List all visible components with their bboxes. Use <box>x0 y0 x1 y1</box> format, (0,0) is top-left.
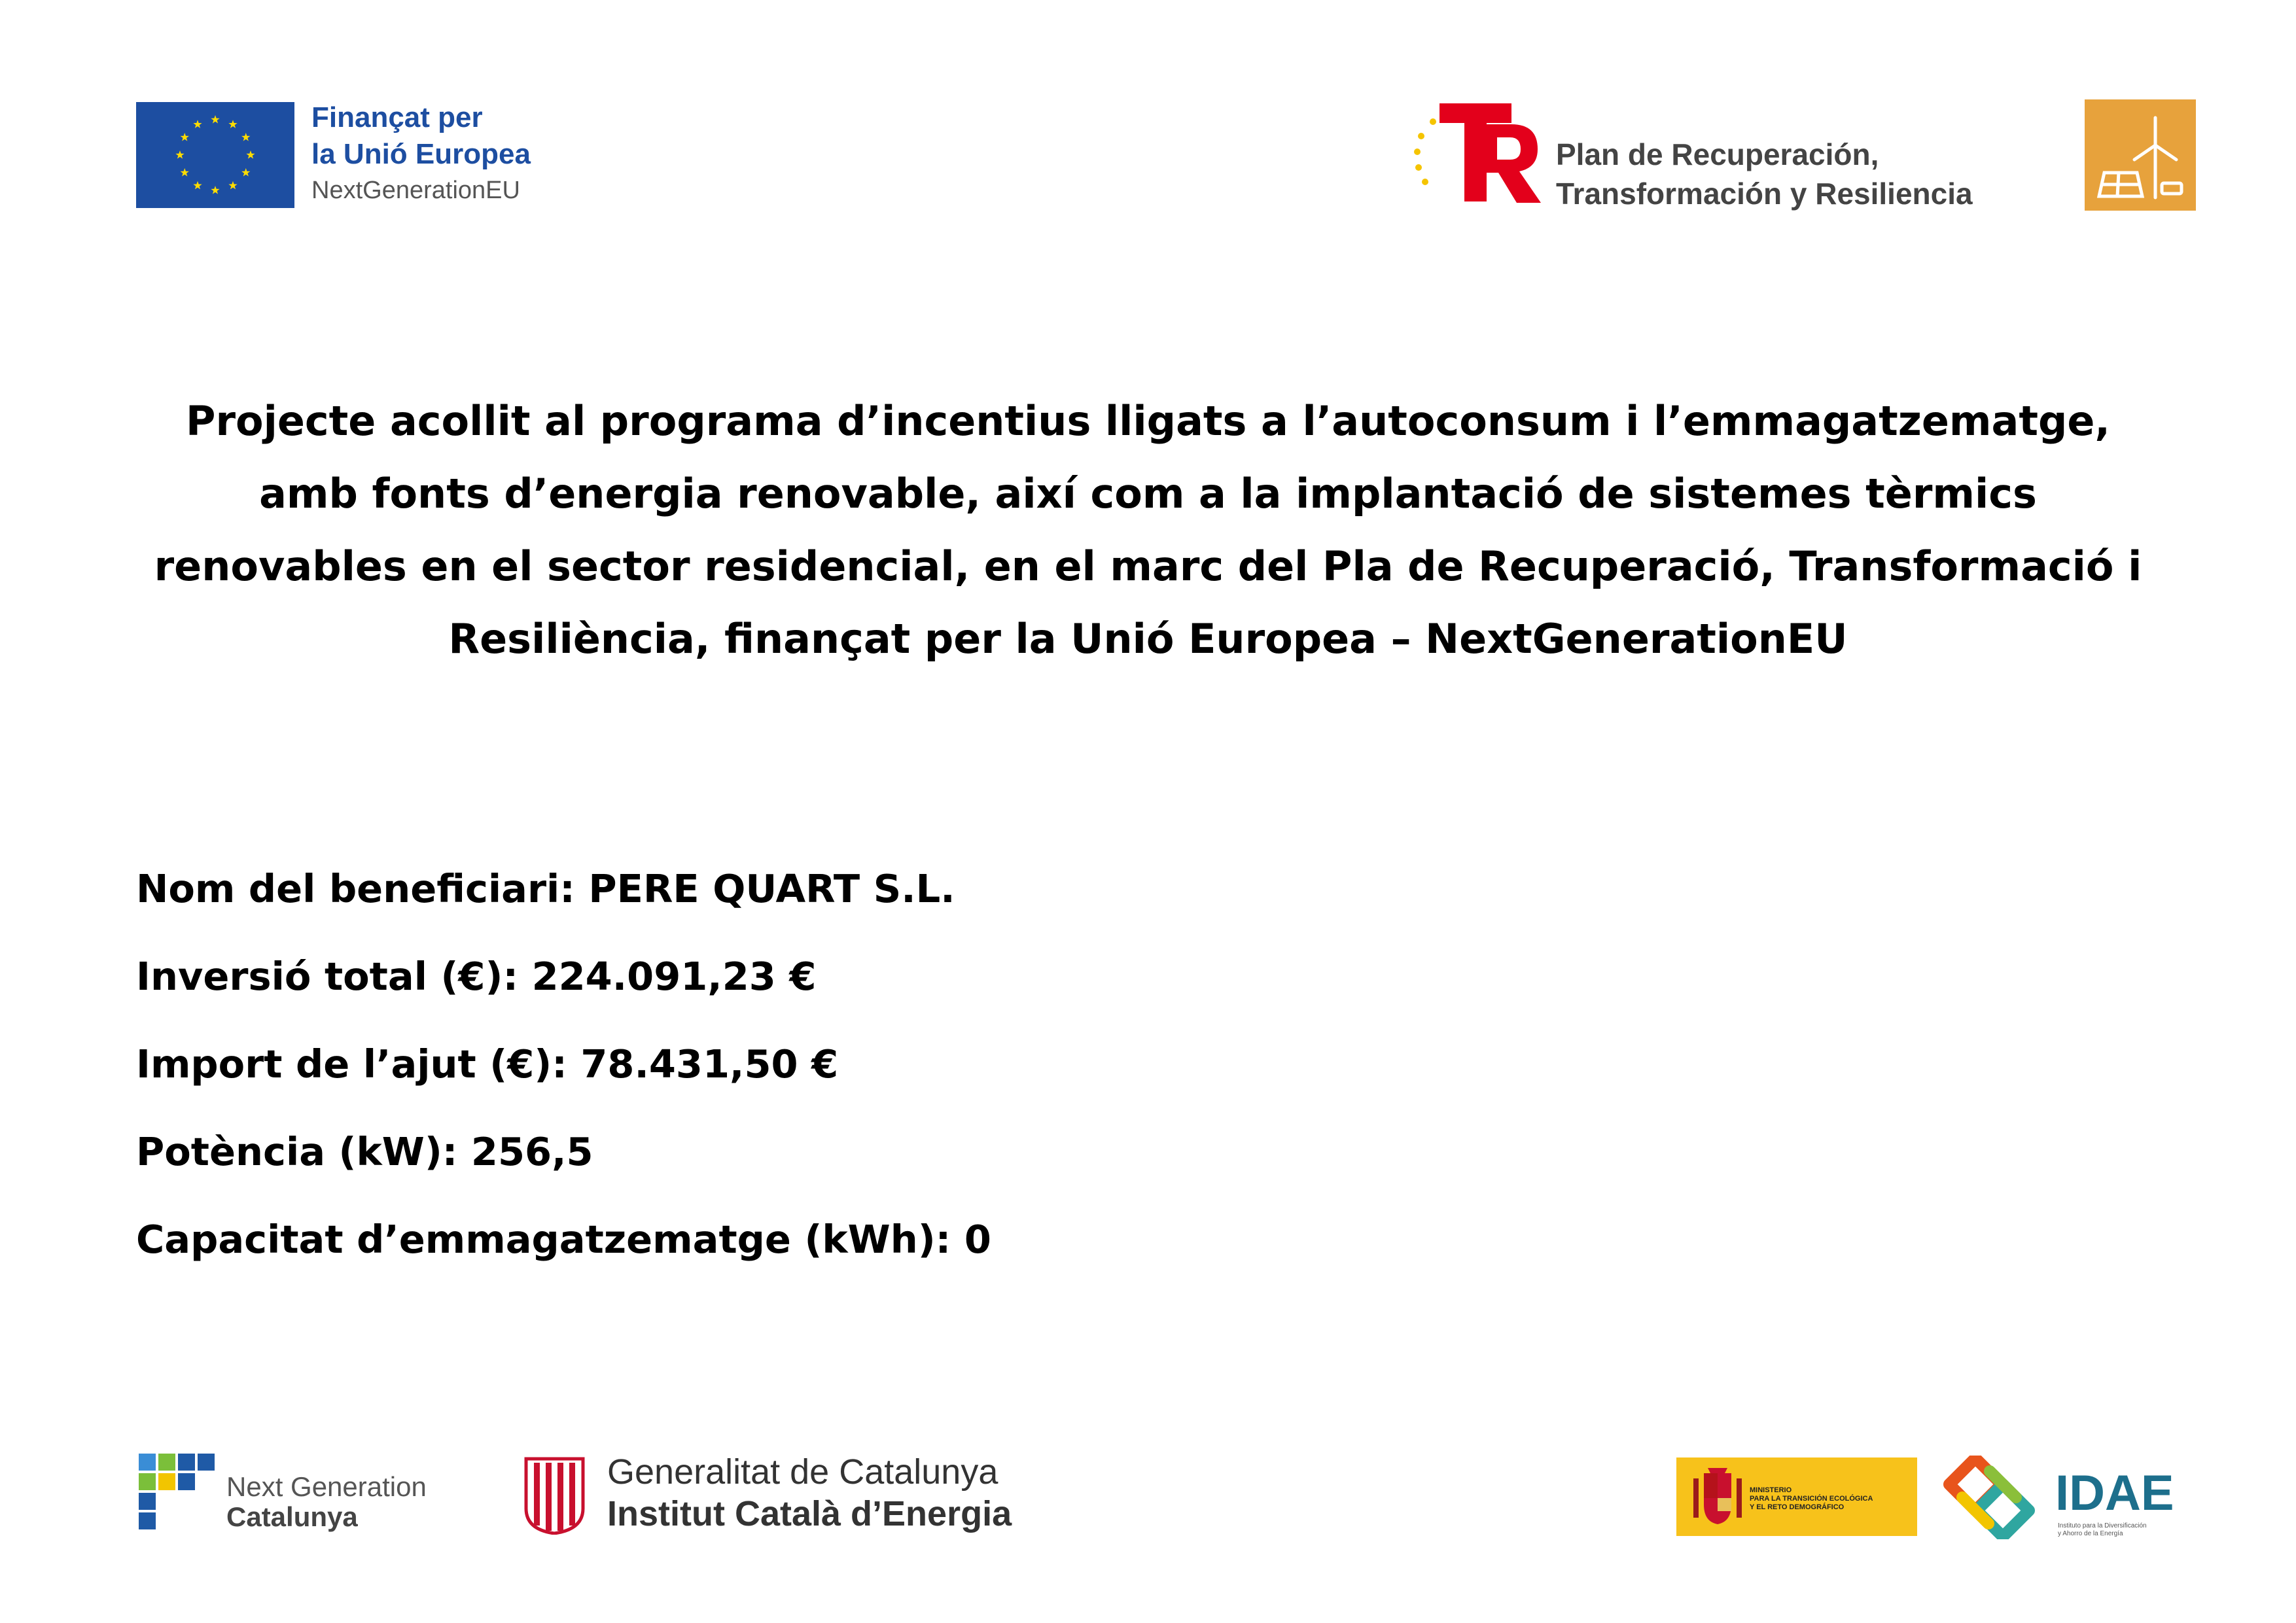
spain-coat-of-arms-icon <box>1691 1467 1744 1527</box>
idae-logo <box>1934 1456 2195 1541</box>
project-heading: Projecte acollit al programa d’incentius lligats a l’autoconsum i l’emmagatzematge, amb fonts d’energia renovable, així com a la implantació de sistemes tèrmics renovables en el sector residencial, en el marc del Pla de Recuperació, Transformació i Resiliència, finançat per la Unió Europea – NextGenerationEU <box>154 397 2142 663</box>
eu-logo-line2: la Unió Europea <box>311 138 531 170</box>
beneficiary-name: Nom del beneficiari: PERE QUART S.L. <box>136 866 955 911</box>
eu-logo-line1: Finançat per <box>311 101 483 133</box>
ngc-logo-line1: Next Generation <box>226 1471 427 1502</box>
wind-solar-icon <box>2085 99 2196 211</box>
storage-capacity: Capacitat d’emmagatzematge (kWh): 0 <box>136 1217 991 1262</box>
idae-sub-line2: y Ahorro de la Energía <box>2058 1530 2123 1537</box>
prtr-tr-icon <box>1407 98 1544 209</box>
idae-wordmark: IDAE <box>2055 1465 2174 1521</box>
miteco-line1: MINISTERIO <box>1750 1486 1792 1494</box>
aid-amount: Import de l’ajut (€): 78.431,50 € <box>136 1041 839 1087</box>
gencat-logo-line1: Generalitat de Catalunya <box>607 1452 998 1492</box>
miteco-line3: Y EL RETO DEMOGRÁFICO <box>1750 1503 1845 1511</box>
eu-funding-logo <box>136 99 568 211</box>
power-kw: Potència (kW): 256,5 <box>136 1129 593 1174</box>
gencat-logo-line2: Institut Català d’Energia <box>607 1494 1012 1533</box>
ngc-logo-line2: Catalunya <box>226 1501 358 1532</box>
total-investment: Inversió total (€): 224.091,23 € <box>136 954 817 999</box>
prtr-logo-line2: Transformación y Resiliencia <box>1556 177 1973 211</box>
catalan-senyera-icon <box>523 1456 586 1535</box>
prtr-logo <box>1407 98 2061 216</box>
eu-logo-line3: NextGenerationEU <box>311 177 520 204</box>
eu-flag-icon <box>136 102 294 208</box>
idae-interlocked-icon <box>1934 1456 2045 1539</box>
idae-sub-line1: Instituto para la Diversificación <box>2058 1522 2147 1529</box>
next-generation-catalunya-logo <box>139 1447 453 1532</box>
miteco-logo <box>1676 1457 1917 1536</box>
prtr-logo-line1: Plan de Recuperación, <box>1556 137 1879 171</box>
ngc-squares-icon <box>139 1454 217 1532</box>
gencat-icaen-logo <box>523 1451 1060 1536</box>
miteco-line2: PARA LA TRANSICIÓN ECOLÓGICA <box>1750 1495 1873 1503</box>
beneficiary-details <box>136 845 1445 1283</box>
